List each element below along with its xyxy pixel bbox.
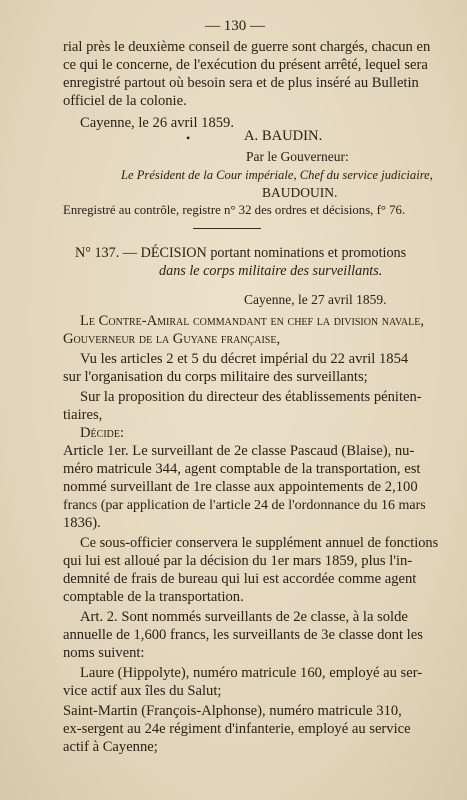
decision-heading-cont: dans le corps militaire des surveillants. <box>159 263 383 279</box>
body-line: Art. 2. Sont nommés surveillants de 2e classe, à la solde <box>80 609 408 625</box>
body-line: demnité de frais de bureau qui lui est accordée comme agent <box>63 571 417 587</box>
body-line: qui lui est alloué par la décision du 1er mars 1859, plus l'in- <box>63 553 413 569</box>
body-line: sur l'organisation du corps militaire des surveillants; <box>63 369 368 385</box>
body-line: enregistré partout où besoin sera et de plus inséré au Bulletin <box>63 75 419 91</box>
body-line: ce qui le concerne, de l'exécution du présent arrêté, lequel sera <box>63 57 428 73</box>
body-line: Vu les articles 2 et 5 du décret impérial du 22 avril 1854 <box>80 351 409 367</box>
body-line: Laure (Hippolyte), numéro matricule 160, employé au ser- <box>80 665 423 681</box>
body-line: Sur la proposition du directeur des établissements péniten- <box>80 389 422 405</box>
president-name: BAUDOUIN. <box>262 185 338 200</box>
par-le-gouverneur: Par le Gouverneur: <box>246 149 349 164</box>
signatory: A. BAUDIN. <box>244 128 323 144</box>
president-line: Le Président de la Cour impériale, Chef du service judiciaire, <box>121 168 433 182</box>
body-line: Décide: <box>80 425 125 441</box>
separator-rule <box>193 228 261 229</box>
body-line: Le Contre-Amiral commandant en chef la division navale, <box>80 313 424 329</box>
body-line: comptable de la transportation. <box>63 589 244 605</box>
body-line: rial près le deuxième conseil de guerre sont chargés, chacun en <box>63 39 431 55</box>
body-line: nommé surveillant de 1re classe aux appointements de 2,100 <box>63 479 418 495</box>
dateline: Cayenne, le 26 avril 1859. <box>80 115 235 131</box>
body-line: noms suivent: <box>63 645 145 661</box>
dateline: Cayenne, le 27 avril 1859. <box>244 292 387 307</box>
body-line: francs (par application de l'article 24 de l'ordonnance du 16 mars <box>63 498 426 513</box>
bullet-mark: • <box>186 131 191 145</box>
body-line: vice actif aux îles du Salut; <box>63 683 222 699</box>
body-line: Saint-Martin (François-Alphonse), numéro matricule 310, <box>63 703 402 719</box>
body-line: annuelle de 1,600 francs, les surveillants de 3e classe dont les <box>63 627 423 643</box>
decision-heading: N° 137. — DÉCISION portant nominations et promotions <box>75 245 407 261</box>
body-line: Gouverneur de la Guyane française, <box>63 331 281 347</box>
page-number: — 130 — <box>205 18 265 34</box>
body-line: ex-sergent au 24e régiment d'infanterie, employé au service <box>63 721 411 737</box>
body-line: officiel de la colonie. <box>63 93 187 109</box>
body-line: 1836). <box>63 515 101 531</box>
registration-note: Enregistré au contrôle, registre n° 32 des ordres et décisions, f° 76. <box>63 203 406 217</box>
body-line: Ce sous-officier conservera le supplément annuel de fonctions <box>80 535 439 551</box>
body-line: actif à Cayenne; <box>63 739 158 755</box>
body-line: tiaires, <box>63 407 103 423</box>
body-line: Article 1er. Le surveillant de 2e classe Pascaud (Blaise), nu- <box>63 443 415 459</box>
body-line: méro matricule 344, agent comptable de la transportation, est <box>63 461 421 477</box>
